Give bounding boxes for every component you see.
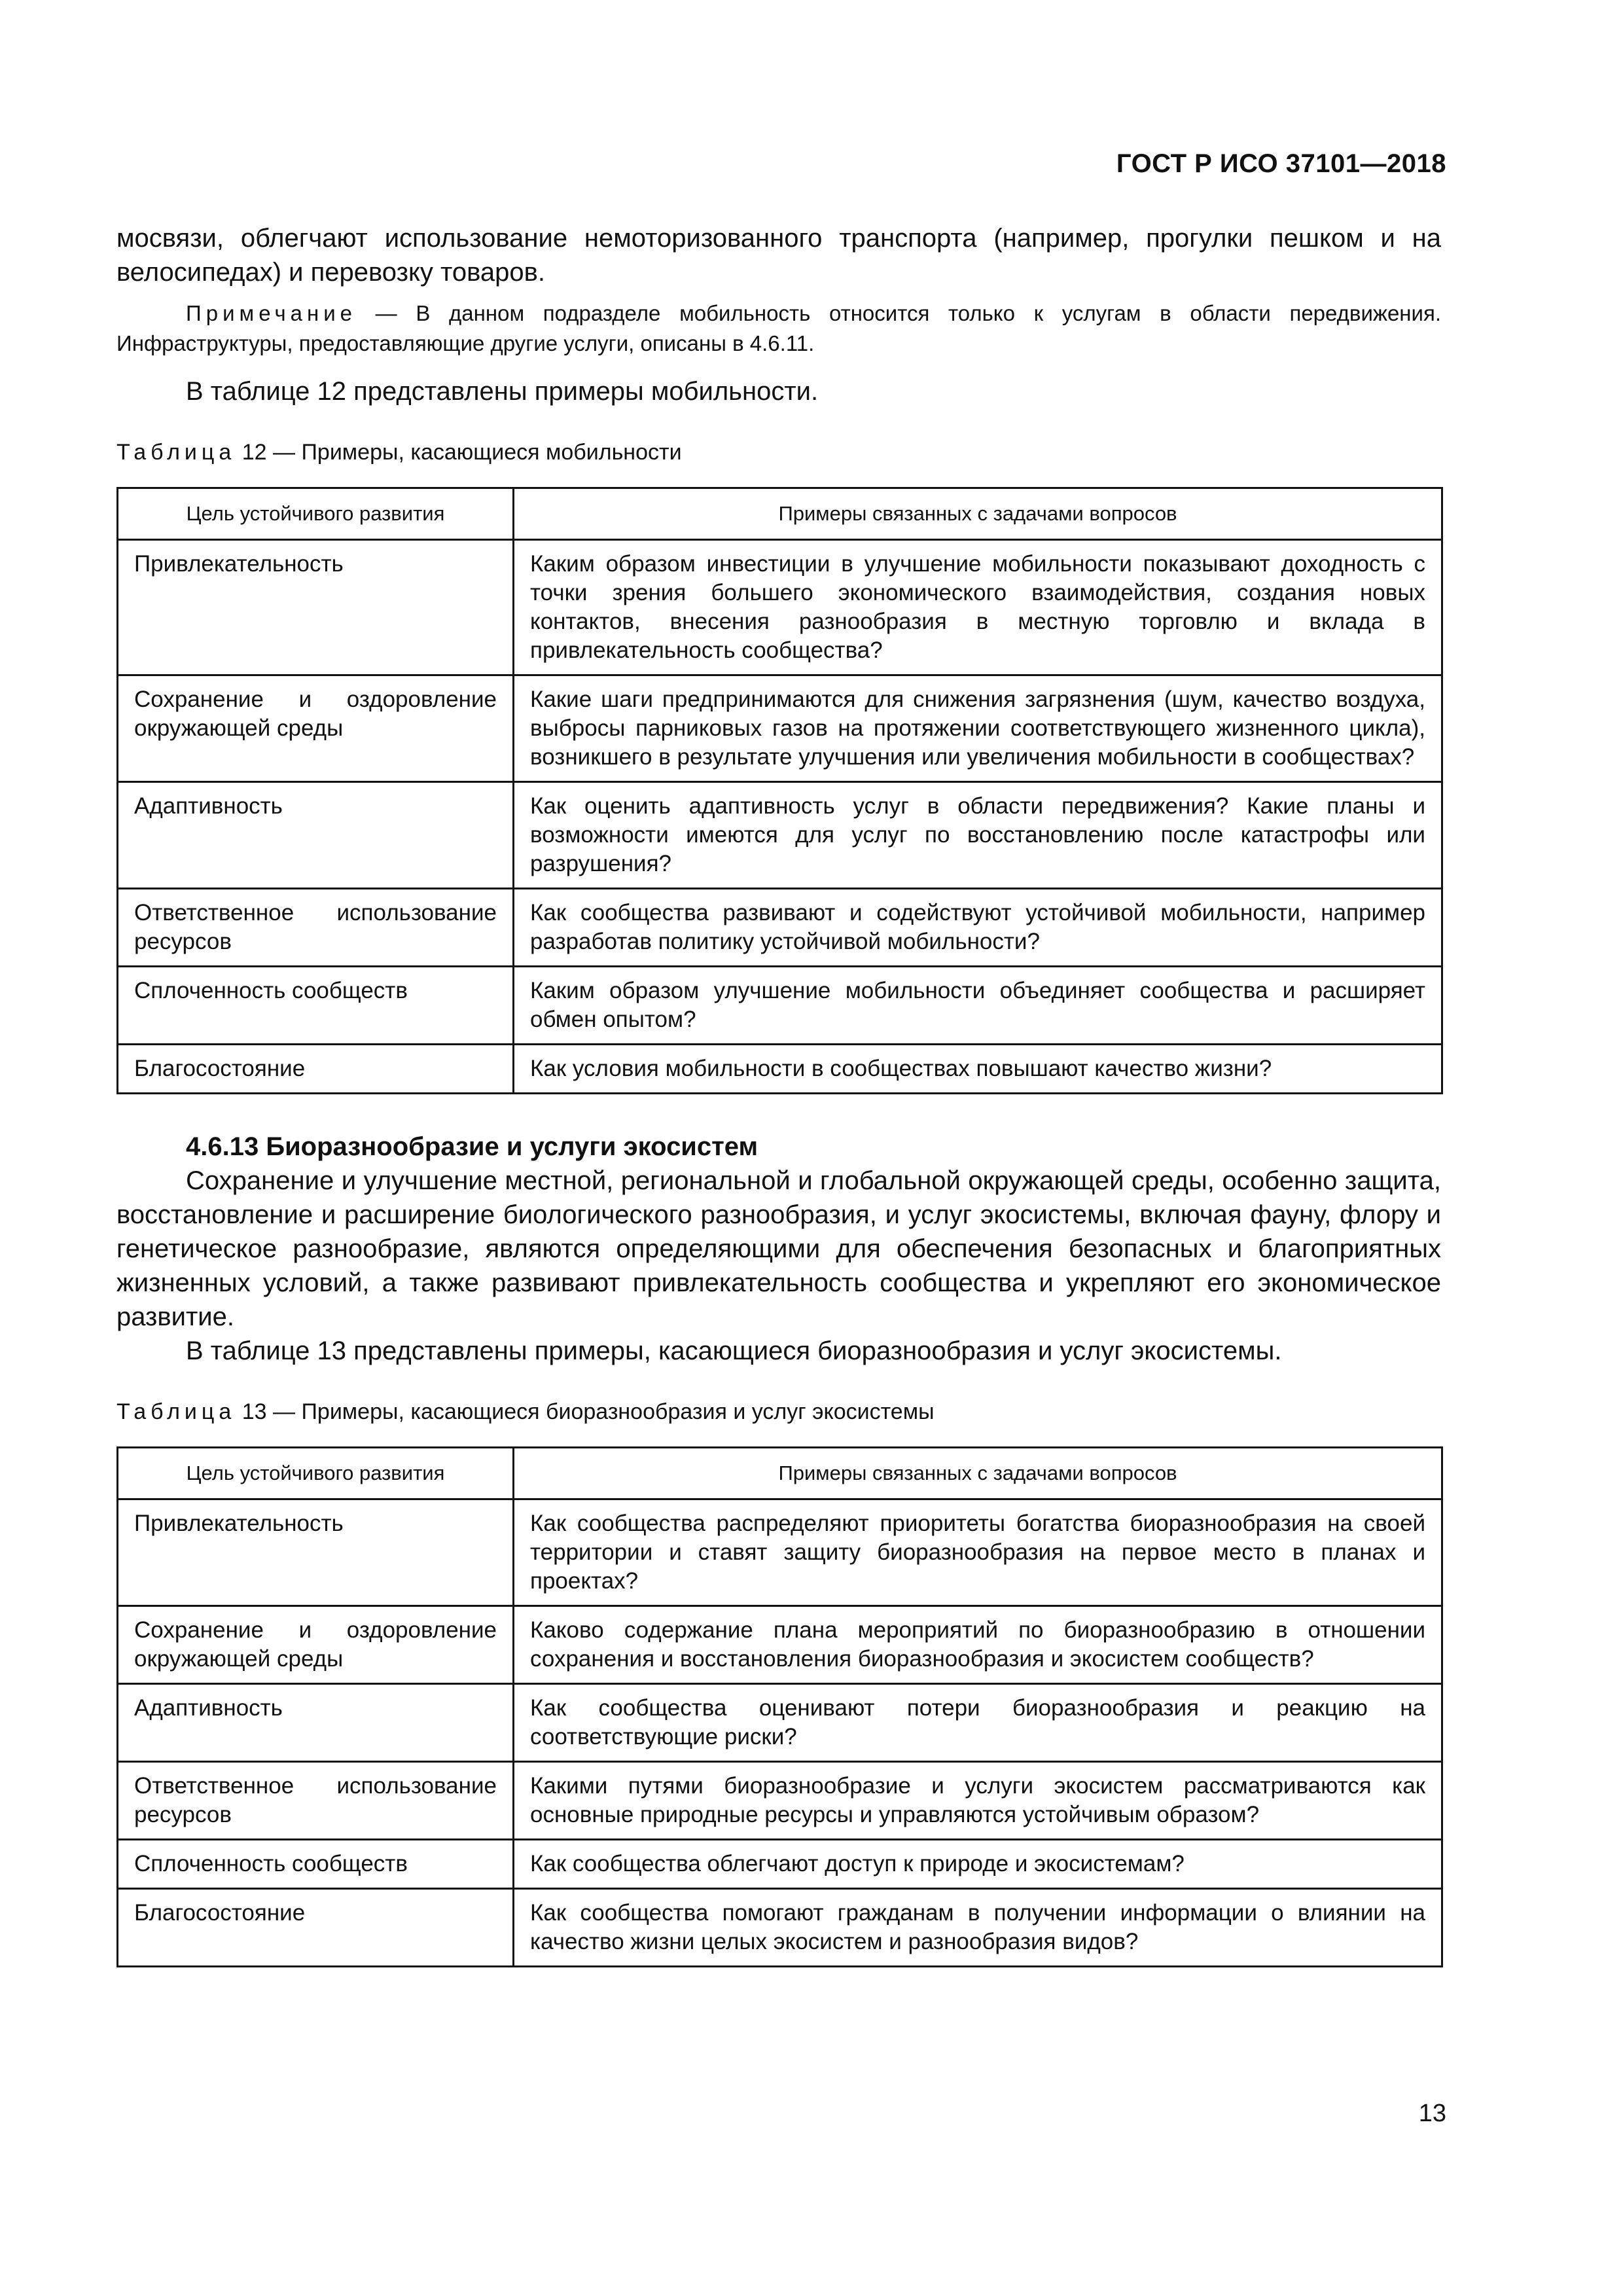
question-cell: Какими путями биоразнообразие и услуги экосистем рассматриваются как основные природные ресурсы и управляются устойчивым образом?	[514, 1762, 1442, 1840]
question-cell: Каково содержание плана мероприятий по биоразнообразию в отношении сохранения и восстановления биоразнообразия и экосистем сообществ?	[514, 1606, 1442, 1684]
goal-cell: Сохранение и оздоровление окружающей среды	[118, 675, 514, 782]
table13-caption-label: Таблица	[116, 1399, 236, 1424]
note-label: Примечание	[186, 301, 357, 325]
goal-cell: Ответственное использование ресурсов	[118, 889, 514, 967]
question-cell: Каким образом инвестиции в улучшение мобильности показывают доходность с точки зрения большего экономического взаимодействия, создания новых контактов, внесения разнообразия в местную торговлю и вклада в привлекательность сообщества?	[514, 540, 1442, 675]
goal-cell: Сплоченность сообществ	[118, 1840, 514, 1889]
question-cell: Как сообщества оценивают потери биоразнообразия и реакцию на соответствующие риски?	[514, 1684, 1442, 1762]
intro-paragraph: мосвязи, облегчают использование немоторизованного транспорта (например, прогулки пешком и на велосипедах) и перевозку товаров.	[116, 224, 1441, 287]
table13-caption-text: 13 — Примеры, касающиеся биоразнообразия и услуг экосистемы	[236, 1399, 935, 1424]
table-header-row	[118, 488, 1442, 540]
table13-reference: В таблице 13 представлены примеры, касающиеся биоразнообразия и услуг экосистемы.	[186, 1336, 1282, 1365]
question-cell: Как условия мобильности в сообществах повышают качество жизни?	[514, 1045, 1442, 1094]
table13-caption	[116, 1397, 1441, 1427]
question-cell: Каким образом улучшение мобильности объединяет сообщества и расширяет обмен опытом?	[514, 967, 1442, 1045]
question-cell: Как сообщества распределяют приоритеты богатства биоразнообразия на своей территории и ставят защиту биоразнообразия на первое место в планах и проектах?	[514, 1499, 1442, 1606]
goal-cell: Сплоченность сообществ	[118, 967, 514, 1045]
question-cell: Как сообщества облегчают доступ к природе и экосистемам?	[514, 1840, 1442, 1889]
table-row	[118, 675, 1442, 782]
section-title: 4.6.13 Биоразнообразие и услуги экосистем	[186, 1132, 758, 1161]
column-header-examples: Примеры связанных с задачами вопросов	[514, 1448, 1442, 1499]
page-content	[116, 221, 1441, 1967]
goal-cell: Привлекательность	[118, 540, 514, 675]
column-header-examples: Примеры связанных с задачами вопросов	[514, 488, 1442, 540]
goal-cell: Благосостояние	[118, 1045, 514, 1094]
table12-reference: В таблице 12 представлены примеры мобильности.	[186, 377, 819, 406]
table-row	[118, 1499, 1442, 1606]
table-row	[118, 782, 1442, 889]
table-row	[118, 889, 1442, 967]
question-cell: Как оценить адаптивность услуг в области передвижения? Какие планы и возможности имеются для услуг по восстановлению после катастрофы или разрушения?	[514, 782, 1442, 889]
table-row	[118, 1762, 1442, 1840]
table-12	[116, 487, 1443, 1094]
table-row	[118, 1606, 1442, 1684]
table12-caption	[116, 437, 1441, 467]
question-cell: Какие шаги предпринимаются для снижения загрязнения (шум, качество воздуха, выбросы парниковых газов на протяжении соответствующего жизненного цикла), возникшего в результате улучшения или увеличения мобильности в сообществах?	[514, 675, 1442, 782]
table-row	[118, 1684, 1442, 1762]
note-text: — В данном подразделе мобильность относится только к услугам в области передвижения. Инфраструктуры, предоставляющие другие услуги, описаны в 4.6.11.	[116, 301, 1441, 355]
column-header-goal: Цель устойчивого развития	[118, 1448, 514, 1499]
table-header-row	[118, 1448, 1442, 1499]
goal-cell: Ответственное использование ресурсов	[118, 1762, 514, 1840]
table-row	[118, 1045, 1442, 1094]
column-header-goal: Цель устойчивого развития	[118, 488, 514, 540]
table12-caption-text: 12 — Примеры, касающиеся мобильности	[236, 440, 682, 465]
section-body: Сохранение и улучшение местной, региональной и глобальной окружающей среды, особенно защита, восстановление и расширение биологического разнообразия, и услуг экосистемы, включая фауну, флору и генетическое разнообразие, являются определяющими для обеспечения безопасных и благоприятных жизненных условий, а также развивают привлекательность сообщества и укрепляют его экономическое развитие.	[116, 1166, 1441, 1331]
table-13	[116, 1446, 1443, 1967]
note-paragraph	[116, 298, 1441, 359]
document-header: ГОСТ Р ИСО 37101—2018	[1116, 149, 1446, 178]
table-row	[118, 1840, 1442, 1889]
question-cell: Как сообщества развивают и содействуют устойчивой мобильности, например разработав политику устойчивой мобильности?	[514, 889, 1442, 967]
page-number: 13	[1418, 2100, 1446, 2127]
table12-caption-label: Таблица	[116, 440, 236, 465]
goal-cell: Привлекательность	[118, 1499, 514, 1606]
table-row	[118, 967, 1442, 1045]
table-row	[118, 540, 1442, 675]
table-row	[118, 1889, 1442, 1967]
goal-cell: Сохранение и оздоровление окружающей среды	[118, 1606, 514, 1684]
goal-cell: Адаптивность	[118, 1684, 514, 1762]
goal-cell: Благосостояние	[118, 1889, 514, 1967]
goal-cell: Адаптивность	[118, 782, 514, 889]
question-cell: Как сообщества помогают гражданам в получении информации о влиянии на качество жизни целых экосистем и разнообразия видов?	[514, 1889, 1442, 1967]
